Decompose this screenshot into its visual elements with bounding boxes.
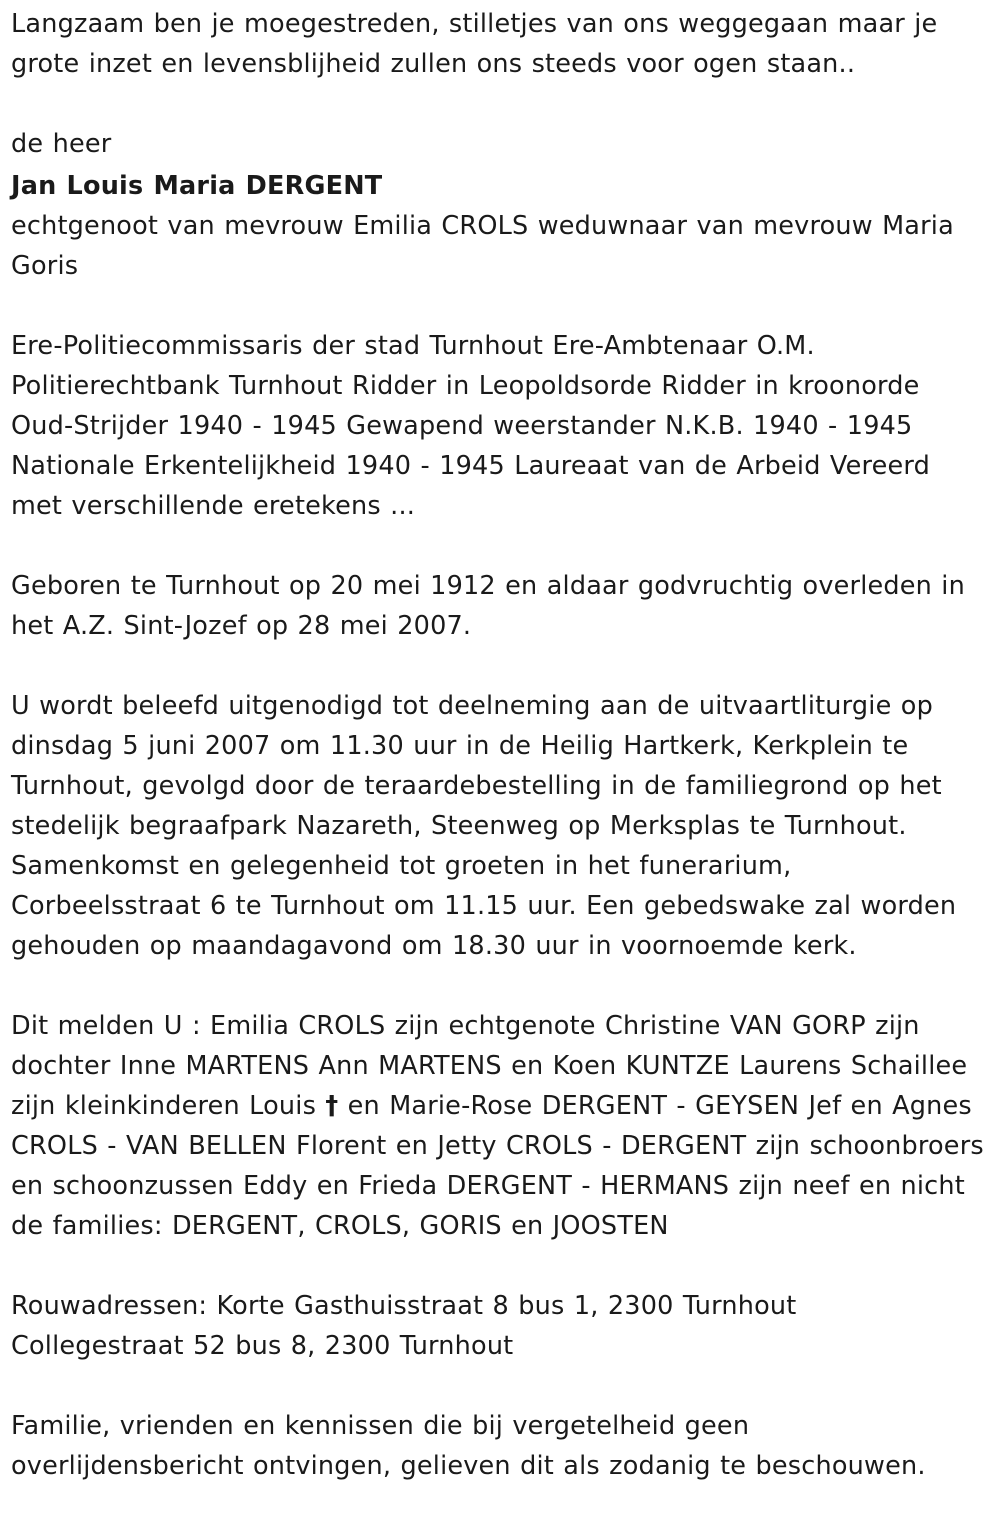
intro-text: Langzaam ben je moegestreden, stilletjes van ons weggegaan maar je grote inzet en levensblijheid zullen ons steeds voor ogen staan..	[11, 9, 938, 79]
spouse-line: echtgenoot van mevrouw Emilia CROLS weduwnaar van mevrouw Maria Goris	[11, 211, 954, 281]
salutation: de heer	[11, 129, 112, 159]
family-text-part1: Dit melden U : Emilia CROLS zijn echtgenote Christine VAN GORP zijn dochter Inne MARTENS Ann MARTENS en Koen KUNTZE Laurens Schaillee zijn kleinkinderen Louis	[11, 1011, 968, 1121]
address-line-2: Collegestraat 52 bus 8, 2300 Turnhout	[11, 1331, 514, 1361]
closing-paragraph: Familie, vrienden en kennissen die bij vergetelheid geen overlijdensbericht ontvingen, gelieven dit als zodanig te beschouwen.	[11, 1411, 926, 1481]
cross-icon: †	[325, 1091, 339, 1121]
deceased-name: Jan Louis Maria DERGENT	[11, 171, 383, 201]
funeral-paragraph: U wordt beleefd uitgenodigd tot deelneming aan de uitvaartliturgie op dinsdag 5 juni 2007 om 11.30 uur in de Heilig Hartkerk, Kerkplein te Turnhout, gevolgd door de teraardebestelling in de familiegrond op het stedelijk begraafpark Nazareth, Steenweg op Merksplas te Turnhout. Samenkomst en gelegenheid tot groeten in het funerarium, Corbeelsstraat 6 te Turnhout om 11.15 uur. Een gebedswake zal worden gehouden op maandagavond om 18.30 uur in voornoemde kerk.	[11, 691, 957, 961]
titles-paragraph: Ere-Politiecommissaris der stad Turnhout Ere-Ambtenaar O.M. Politierechtbank Turnhout Ridder in Leopoldsorde Ridder in kroonorde Oud-Strijder 1940 - 1945 Gewapend weerstander N.K.B. 1940 - 1945 Nationale Erkentelijkheid 1940 - 1945 Laureaat van de Arbeid Vereerd met verschillende eretekens ...	[11, 331, 930, 521]
address-line-1: Rouwadressen: Korte Gasthuisstraat 8 bus 1, 2300 Turnhout	[11, 1291, 797, 1321]
birth-death-paragraph: Geboren te Turnhout op 20 mei 1912 en aldaar godvruchtig overleden in het A.Z. Sint-Jozef op 28 mei 2007.	[11, 571, 965, 641]
family-paragraph	[11, 1006, 990, 1246]
family-text-part2: en Marie-Rose DERGENT - GEYSEN Jef en Agnes CROLS - VAN BELLEN Florent en Jetty CROLS - DERGENT zijn schoonbroers en schoonzussen Eddy en Frieda DERGENT - HERMANS zijn neef en nicht de families: DERGENT, CROLS, GORIS en JOOSTEN	[11, 1091, 984, 1241]
